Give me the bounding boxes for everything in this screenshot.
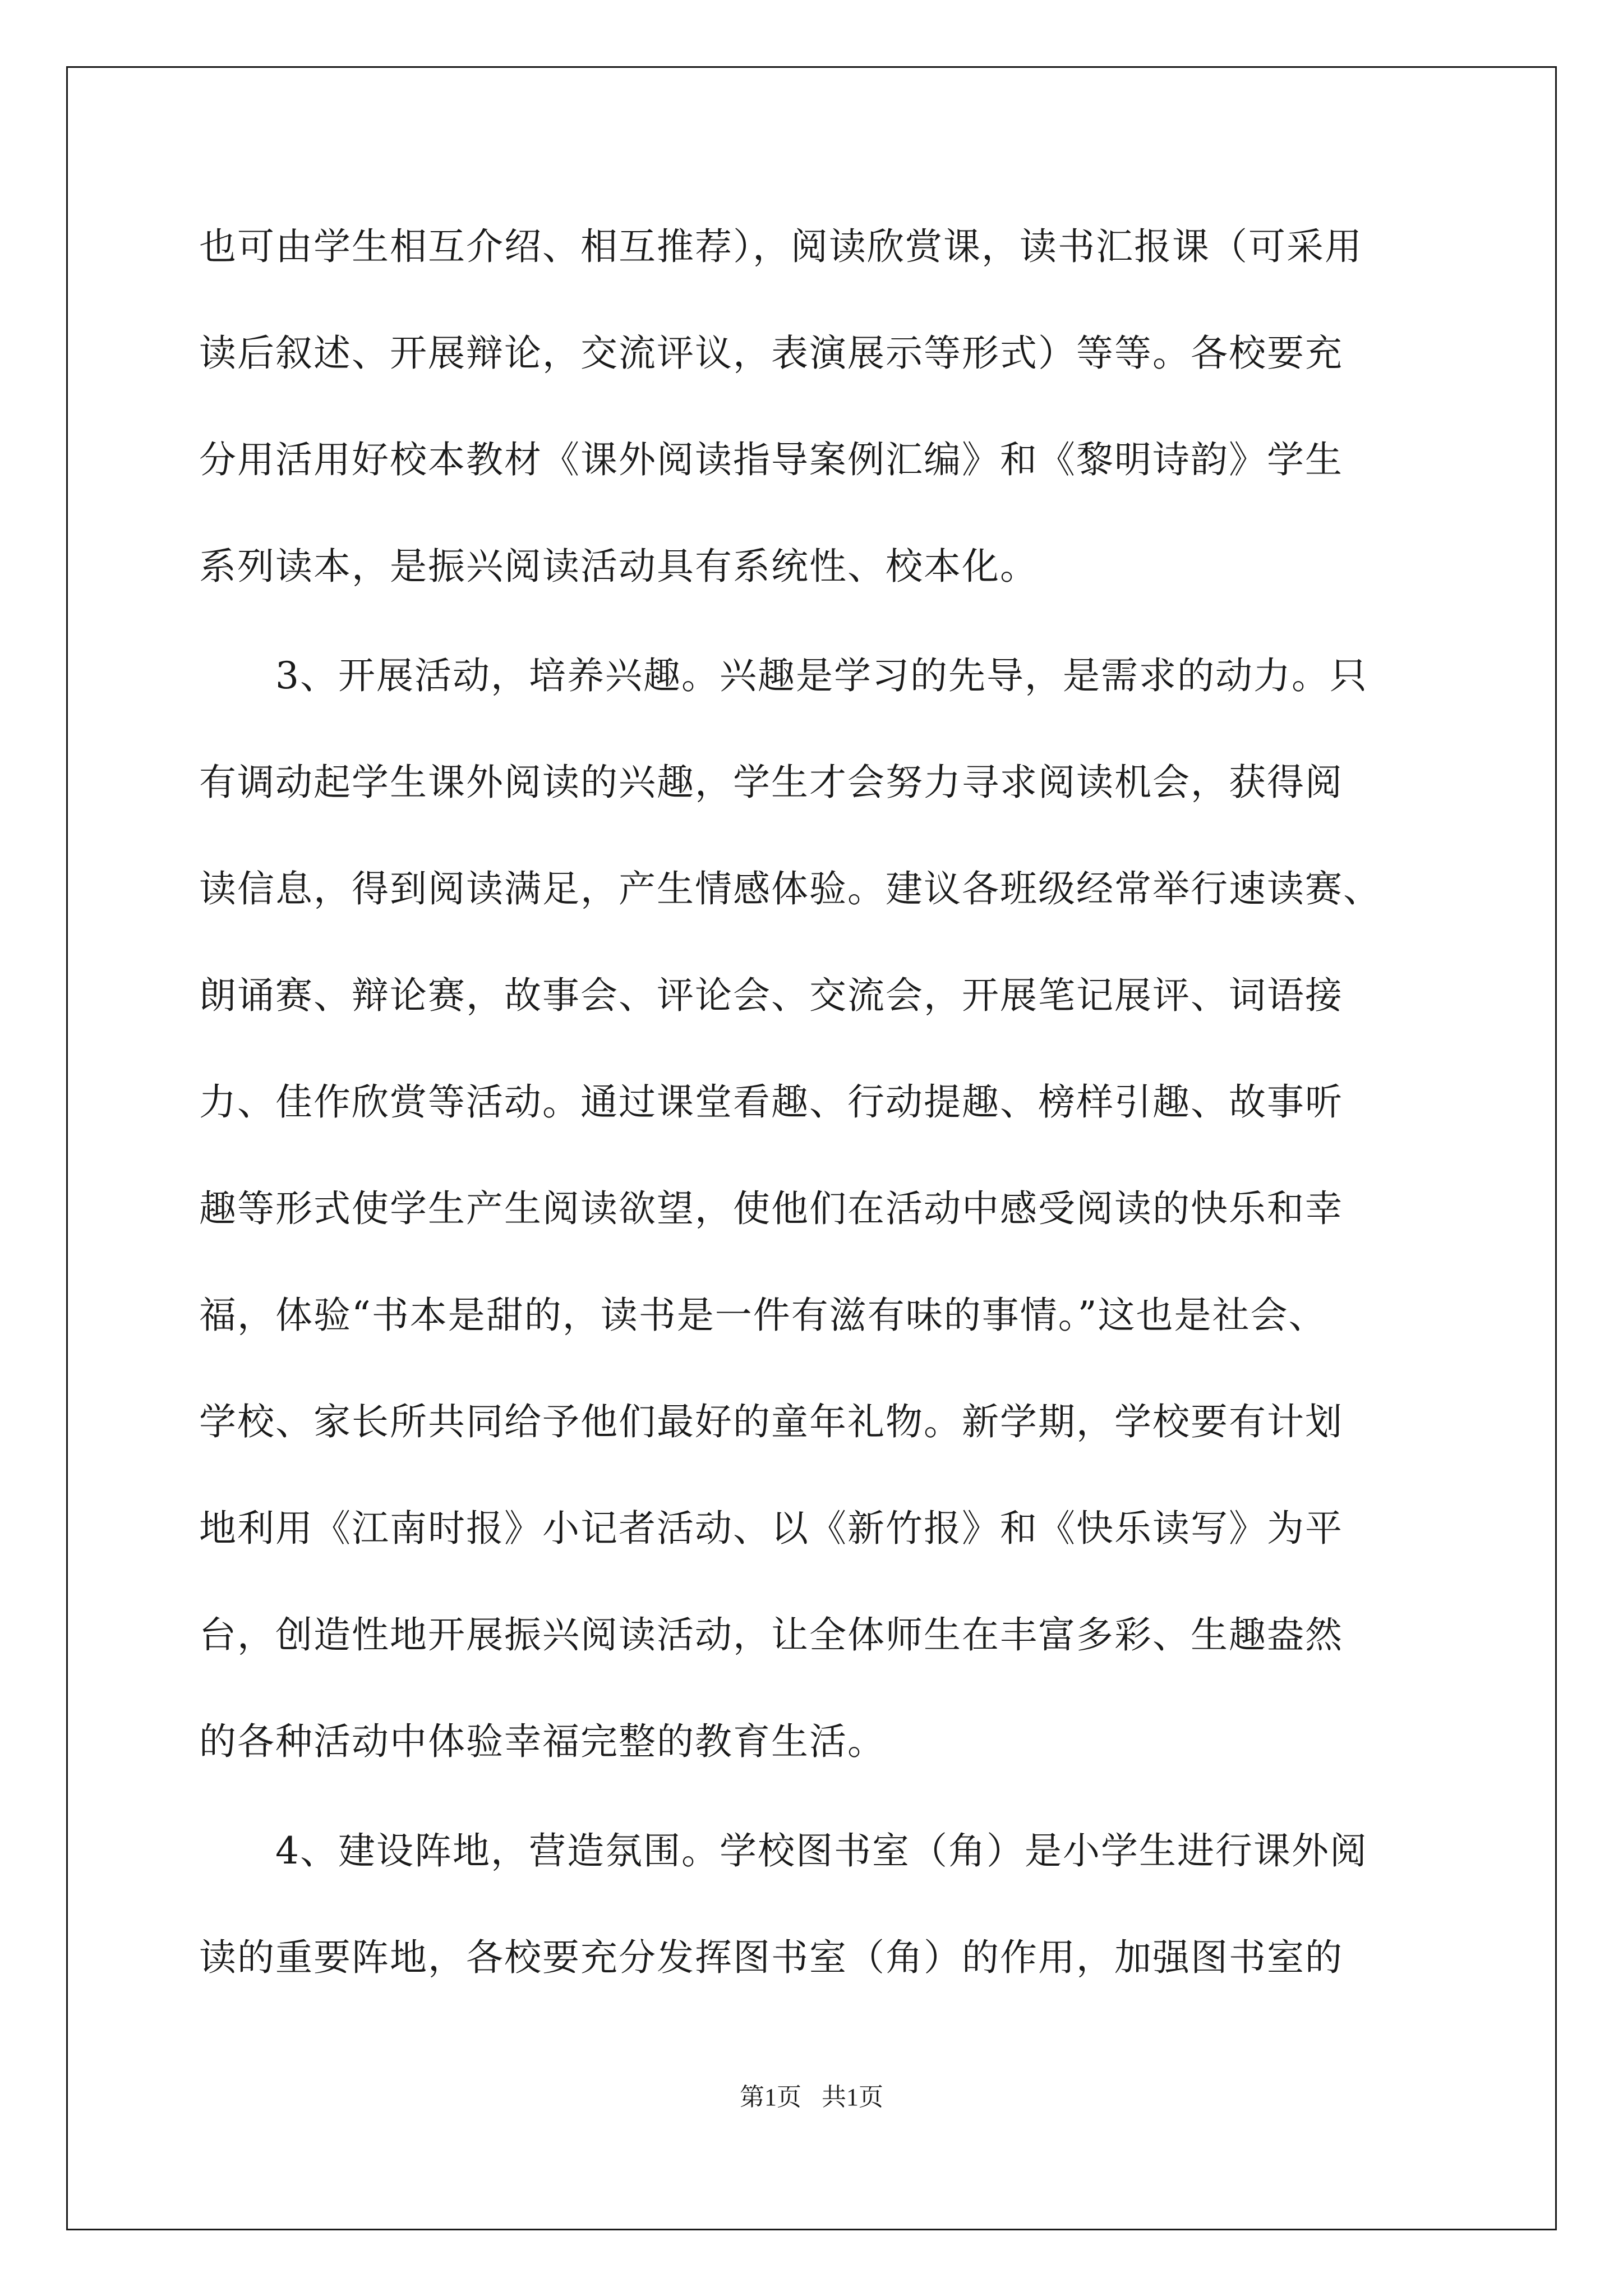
page-total: 共1页: [822, 2083, 883, 2111]
text-line: 台，创造性地开展振兴阅读活动，让全体师生在丰富多彩、生趣盎然: [199, 1613, 1343, 1657]
text-line: 分用活用好校本教材《课外阅读指导案例汇编》和《黎明诗韵》学生: [199, 438, 1343, 481]
text-line: 趣等形式使学生产生阅读欲望，使他们在活动中感受阅读的快乐和幸: [199, 1187, 1343, 1230]
text-line: 力、佳作欣赏等活动。通过课堂看趣、行动提趣、榜样引趣、故事听: [199, 1080, 1343, 1124]
text-line: 地利用《江南时报》小记者活动、以《新竹报》和《快乐读写》为平: [199, 1507, 1343, 1550]
text-line: 有调动起学生课外阅读的兴趣，学生才会努力寻求阅读机会，获得阅: [199, 761, 1343, 804]
text-line: 读后叙述、开展辩论，交流评议，表演展示等形式）等等。各校要充: [199, 332, 1343, 375]
text-line: 福，体验“书本是甜的，读书是一件有滋有味的事情。”这也是社会、: [199, 1294, 1327, 1337]
text-line: 学校、家长所共同给予他们最好的童年礼物。新学期，学校要有计划: [199, 1400, 1343, 1443]
text-line: 也可由学生相互介绍、相互推荐），阅读欣赏课，读书汇报课（可采用: [199, 225, 1363, 268]
text-line: 的各种活动中体验幸福完整的教育生活。: [199, 1720, 886, 1763]
text-line: 读信息，得到阅读满足，产生情感体验。建议各班级经常举行速读赛、: [199, 867, 1381, 910]
paragraph-3-start: 3、开展活动，培养兴趣。兴趣是学习的先导，是需求的动力。只: [275, 654, 1368, 697]
text-line: 系列读本，是振兴阅读活动具有系统性、校本化。: [199, 545, 1038, 588]
text-line: 读的重要阵地，各校要充分发挥图书室（角）的作用，加强图书室的: [199, 1936, 1343, 1979]
paragraph-4-start: 4、建设阵地，营造氛围。学校图书室（角）是小学生进行课外阅: [275, 1829, 1368, 1872]
text-line: 朗诵赛、辩论赛，故事会、评论会、交流会，开展笔记展评、词语接: [199, 974, 1343, 1017]
page-footer: [0, 2081, 1623, 2114]
page-number: 第1页: [740, 2083, 801, 2111]
page-border: [66, 66, 1557, 2230]
